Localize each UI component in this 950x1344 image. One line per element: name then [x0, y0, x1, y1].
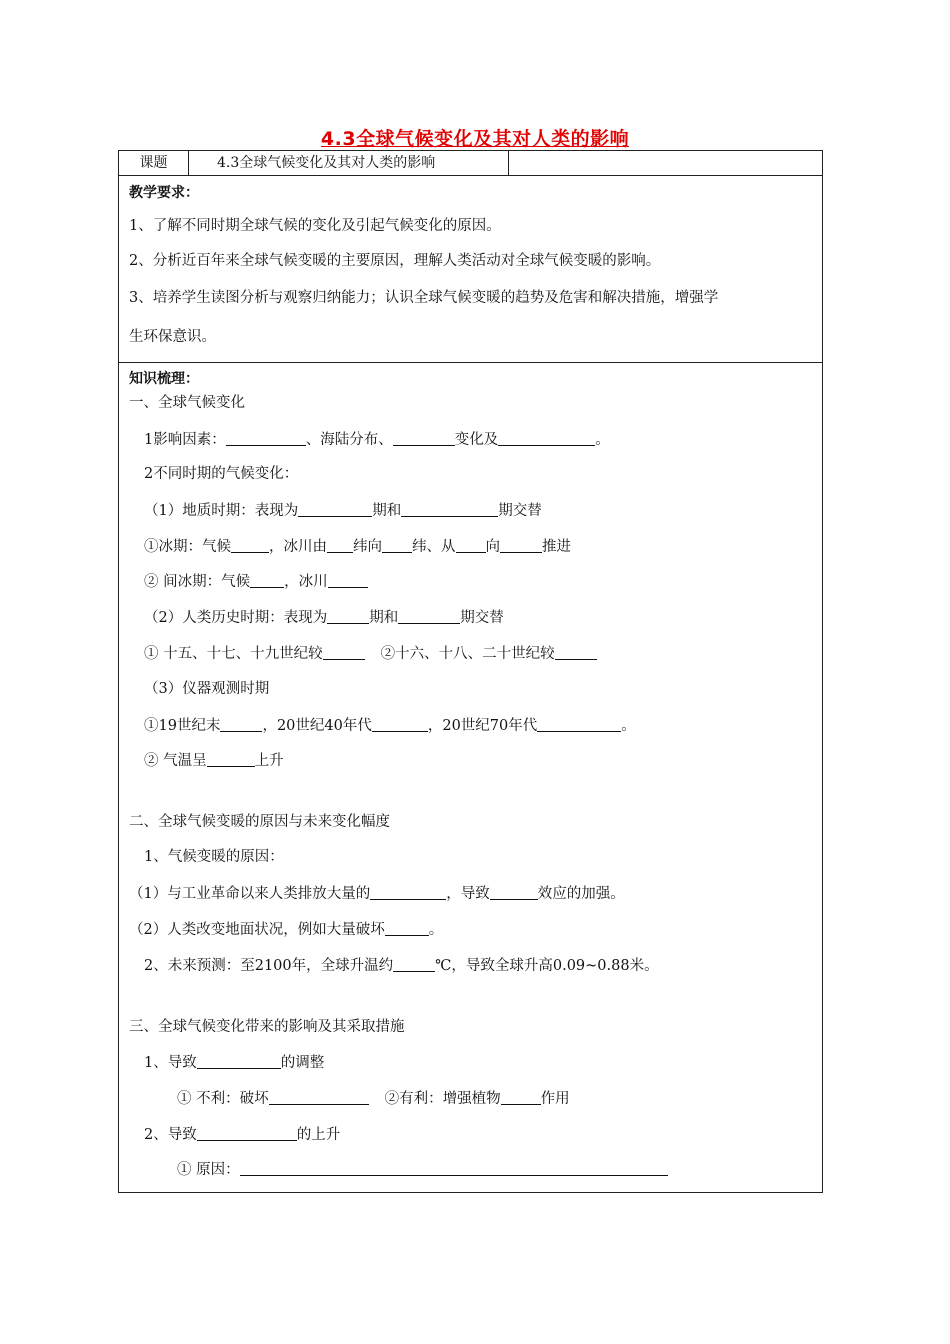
instrument-line: ①19世纪末 ，20世纪40年代 ，20世纪70年代 。 — [144, 715, 636, 736]
blank-field[interactable] — [393, 955, 435, 972]
blank-field[interactable] — [501, 1088, 541, 1105]
blank-field[interactable] — [490, 883, 538, 900]
forecast-line: 2、未来预测：至2100年，全球升温约 ℃，导致全球升高0.09~0.88米。 — [144, 955, 659, 976]
blank-field[interactable] — [207, 750, 255, 767]
topic-value: 4.3全球气候变化及其对人类的影响 — [189, 151, 509, 175]
blank-field[interactable] — [500, 536, 542, 553]
blank-field[interactable] — [372, 715, 428, 732]
blank-field[interactable] — [197, 1052, 281, 1069]
topic-label: 课题 — [119, 151, 189, 175]
section-heading-2: 二、全球气候变暖的原因与未来变化幅度 — [129, 814, 390, 830]
blank-field[interactable] — [537, 715, 621, 732]
requirement-item: 2、分析近百年来全球气候变暖的主要原因，理解人类活动对全球气候变暖的影响。 — [129, 253, 661, 269]
blank-field[interactable] — [401, 500, 498, 517]
period-heading: 2不同时期的气候变化： — [144, 466, 299, 482]
reason-line: ① 原因： — [177, 1159, 668, 1180]
blank-field[interactable] — [393, 429, 455, 446]
knowledge-heading: 知识梳理： — [129, 371, 199, 387]
blank-field[interactable] — [398, 607, 460, 624]
section-heading-3: 三、全球气候变化带来的影响及其采取措施 — [129, 1019, 405, 1035]
requirements-section — [119, 176, 822, 363]
blank-field[interactable] — [298, 500, 372, 517]
blank-field[interactable] — [327, 536, 353, 553]
blank-field[interactable] — [382, 536, 412, 553]
blank-field[interactable] — [456, 536, 486, 553]
interglacial-line: ② 间冰期：气候 ，冰川 — [144, 571, 368, 592]
blank-field[interactable] — [240, 1159, 668, 1176]
section-heading-1: 一、全球气候变化 — [129, 395, 245, 411]
blank-field[interactable] — [231, 536, 269, 553]
requirement-item: 3、培养学生读图分析与观察归纳能力；认识全球气候变暖的趋势及危害和解决措施，增强学 — [129, 290, 719, 306]
cause-line-1: （1）与工业革命以来人类排放大量的 ，导致 效应的加强。 — [129, 883, 625, 904]
temperature-line: ② 气温呈 上升 — [144, 750, 284, 771]
blank-field[interactable] — [498, 429, 595, 446]
blank-field[interactable] — [328, 571, 368, 588]
impact-line-1: 1、导致 的调整 — [144, 1052, 324, 1073]
impact-detail-line: ① 不利：破坏 ②有利：增强植物 作用 — [177, 1088, 570, 1109]
blank-field[interactable] — [220, 715, 262, 732]
cause-line-2: （2）人类改变地面状况，例如大量破坏 。 — [129, 919, 443, 940]
lesson-table — [118, 150, 823, 1193]
requirements-heading: 教学要求： — [129, 185, 199, 201]
topic-row — [119, 151, 822, 176]
requirement-item: 生环保意识。 — [129, 329, 216, 345]
factor-line: 1影响因素： 、海陆分布、 变化及 。 — [144, 429, 610, 450]
blank-field[interactable] — [555, 643, 597, 660]
blank-field[interactable] — [197, 1124, 297, 1141]
blank-field[interactable] — [370, 883, 446, 900]
blank-field[interactable] — [327, 607, 369, 624]
blank-field[interactable] — [385, 919, 429, 936]
requirement-item: 1、了解不同时期全球气候的变化及引起气候变化的原因。 — [129, 218, 501, 234]
history-line: （2）人类历史时期：表现为 期和 期交替 — [144, 607, 504, 628]
blank-field[interactable] — [323, 643, 365, 660]
blank-field[interactable] — [250, 571, 284, 588]
impact-line-2: 2、导致 的上升 — [144, 1124, 340, 1145]
cause-heading: 1、气候变暖的原因： — [144, 849, 284, 865]
glacial-line: ①冰期：气候 ，冰川由 纬向 纬、从 向 推进 — [144, 536, 571, 557]
document-title: 4.3全球气候变化及其对人类的影响 — [320, 128, 630, 150]
geologic-line: （1）地质时期：表现为 期和 期交替 — [144, 500, 542, 521]
blank-field[interactable] — [269, 1088, 369, 1105]
instrument-heading: （3）仪器观测时期 — [144, 681, 270, 697]
century-line: ① 十五、十七、十九世纪较 ②十六、十八、二十世纪较 — [144, 643, 597, 664]
blank-field[interactable] — [226, 429, 306, 446]
